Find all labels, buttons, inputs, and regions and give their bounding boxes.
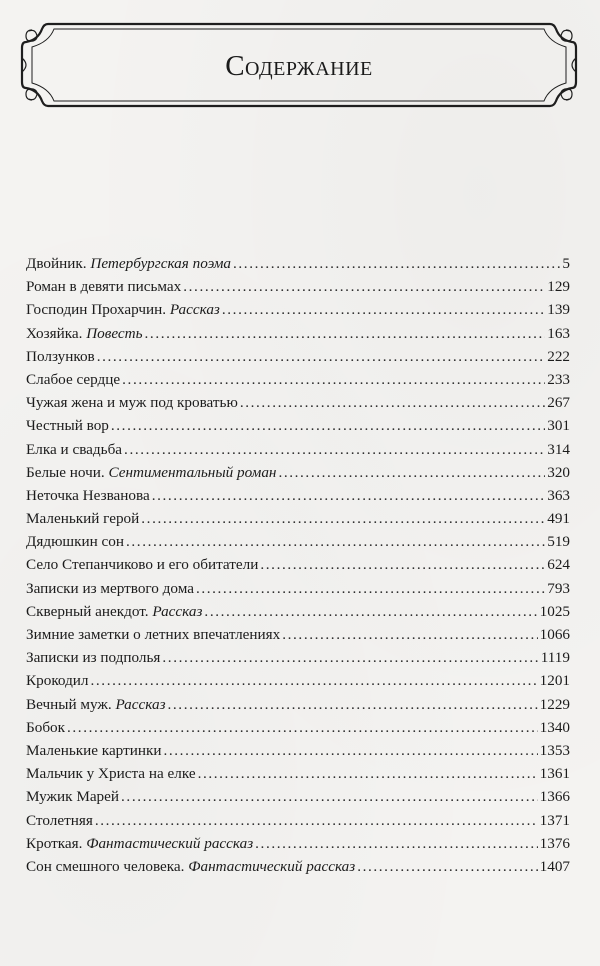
toc-entry-page: 301 (547, 417, 570, 435)
leader-dots (111, 414, 545, 437)
toc-entry-page: 1025 (539, 602, 570, 620)
toc-entry[interactable] (26, 252, 570, 275)
toc-entry-subtitle: Сентиментальный роман (108, 463, 277, 481)
toc-entry-subtitle: Петербургская поэма (90, 255, 232, 272)
toc-entry-title: Елка и свадьба (26, 440, 123, 458)
toc-entry-title: Записки из мертвого дома (26, 579, 194, 597)
toc-entry[interactable] (26, 530, 570, 553)
leader-dots (260, 553, 545, 576)
toc-entry-title: Роман в девяти письмах (26, 278, 182, 296)
toc-entry-title: Господин Прохарчин. (26, 301, 167, 319)
page-title: Содержание (225, 50, 373, 82)
toc-entry[interactable] (26, 298, 570, 321)
toc-entry[interactable] (26, 785, 570, 808)
toc-entry[interactable] (26, 646, 570, 669)
toc-entry-subtitle: Рассказ (152, 602, 203, 620)
toc-entry-page: 233 (547, 370, 570, 388)
toc-entry[interactable] (26, 716, 570, 739)
toc-entry-title: Белые ночи. (26, 463, 105, 481)
toc-entry[interactable] (26, 368, 570, 391)
toc-entry-page: 139 (547, 301, 570, 319)
toc-entry[interactable] (26, 809, 570, 832)
leader-dots (163, 739, 537, 762)
toc-entry-title: Чужая жена и муж под кроватью (26, 394, 238, 412)
toc-entry-page: 1229 (539, 695, 570, 713)
leader-dots (196, 577, 545, 600)
toc-entry-page: 1376 (539, 834, 570, 852)
toc-entry-subtitle: Рассказ (169, 301, 220, 319)
toc-entry-page: 320 (547, 463, 570, 481)
toc-entry-title: Бобок (26, 718, 66, 736)
toc-entry-page: 793 (547, 579, 570, 597)
toc-entry[interactable] (26, 693, 570, 716)
toc-entry[interactable] (26, 669, 570, 692)
toc-entry[interactable] (26, 414, 570, 437)
leader-dots (255, 832, 537, 855)
leader-dots (183, 275, 545, 298)
toc-entry-title: Слабое сердце (26, 370, 121, 388)
title-frame (20, 20, 578, 110)
toc-entry-page: 624 (547, 556, 570, 574)
toc-entry[interactable] (26, 391, 570, 414)
toc-entry-page: 1407 (539, 857, 570, 875)
toc-entry[interactable] (26, 484, 570, 507)
toc-entry[interactable] (26, 855, 570, 878)
toc-entry-title: Вечный муж. (26, 695, 112, 713)
toc-entry[interactable] (26, 461, 570, 484)
toc-entry-page: 163 (547, 324, 570, 342)
toc-entry-title: Крокодил (26, 672, 89, 690)
leader-dots (152, 484, 546, 507)
leader-dots (222, 298, 545, 321)
toc-entry[interactable] (26, 762, 570, 785)
leader-dots (126, 530, 545, 553)
toc-entry[interactable] (26, 553, 570, 576)
toc-entry-page: 1340 (539, 718, 570, 736)
leader-dots (124, 438, 545, 461)
leader-dots (233, 252, 560, 275)
toc-entry[interactable] (26, 438, 570, 461)
toc-entry-page: 1066 (539, 626, 570, 643)
toc-entry[interactable] (26, 832, 570, 855)
toc-entry[interactable] (26, 577, 570, 600)
toc-entry-page: 1201 (539, 672, 570, 690)
toc-entry-title: Столетняя (26, 811, 93, 829)
leader-dots (91, 669, 538, 692)
toc-entry[interactable] (26, 623, 570, 646)
toc-entry-title: Маленький герой (26, 510, 140, 528)
toc-entry[interactable] (26, 322, 570, 345)
toc-entry-page: 1119 (540, 649, 570, 667)
toc-entry-title: Мальчик у Христа на елке (26, 765, 196, 783)
toc-entry-title: Мужик Марей (26, 788, 120, 806)
toc-entry[interactable] (26, 345, 570, 368)
toc-entry-subtitle: Фантастический рассказ (188, 857, 356, 875)
toc-entry[interactable] (26, 275, 570, 298)
toc-entry-page: 5 (562, 255, 570, 272)
toc-entry-title: Кроткая. (26, 834, 83, 852)
toc-entry-title: Село Степанчиково и его обитатели (26, 556, 259, 574)
toc-entry-title: Маленькие картинки (26, 741, 162, 759)
toc-entry-title: Записки из подполья (26, 649, 161, 667)
toc-entry-page: 519 (547, 533, 570, 551)
toc-entry[interactable] (26, 600, 570, 623)
toc-entry-page: 363 (547, 486, 570, 504)
leader-dots (97, 345, 546, 368)
toc-entry-subtitle: Рассказ (115, 695, 166, 713)
toc-entry-title: Честный вор (26, 417, 109, 435)
toc-entry-page: 267 (547, 394, 570, 412)
toc-entry-page: 1366 (539, 788, 570, 806)
toc-entry-title: Сон смешного человека. (26, 857, 185, 875)
toc-entry-page: 1371 (539, 811, 570, 829)
leader-dots (95, 809, 538, 832)
leader-dots (204, 600, 537, 623)
toc-entry-subtitle: Повесть (86, 324, 143, 342)
toc-entry[interactable] (26, 739, 570, 762)
toc-entry-page: 314 (547, 440, 570, 458)
table-of-contents (26, 252, 570, 878)
leader-dots (145, 322, 546, 345)
toc-entry-subtitle: Фантастический рассказ (86, 834, 254, 852)
toc-entry-page: 1353 (539, 741, 570, 759)
toc-entry-page: 491 (547, 510, 570, 528)
toc-entry-page: 129 (547, 278, 570, 296)
toc-entry-page: 1361 (539, 765, 570, 783)
leader-dots (122, 368, 545, 391)
leader-dots (67, 716, 538, 739)
leader-dots (162, 646, 538, 669)
toc-entry-title: Зимние заметки о летних впечатлениях (26, 626, 281, 643)
toc-entry-title: Неточка Незванова (26, 486, 150, 504)
toc-entry-title: Скверный анекдот. (26, 602, 149, 620)
leader-dots (282, 623, 537, 646)
toc-entry-title: Хозяйка. (26, 324, 83, 342)
leader-dots (198, 762, 538, 785)
leader-dots (141, 507, 545, 530)
leader-dots (240, 391, 545, 414)
toc-entry-page: 222 (547, 347, 570, 365)
leader-dots (121, 785, 538, 808)
toc-entry-title: Ползунков (26, 347, 95, 365)
leader-dots (168, 693, 538, 716)
leader-dots (357, 855, 537, 878)
leader-dots (278, 461, 545, 484)
toc-entry-title: Дядюшкин сон (26, 533, 125, 551)
toc-entry-title: Двойник. (26, 255, 87, 272)
toc-entry[interactable] (26, 507, 570, 530)
